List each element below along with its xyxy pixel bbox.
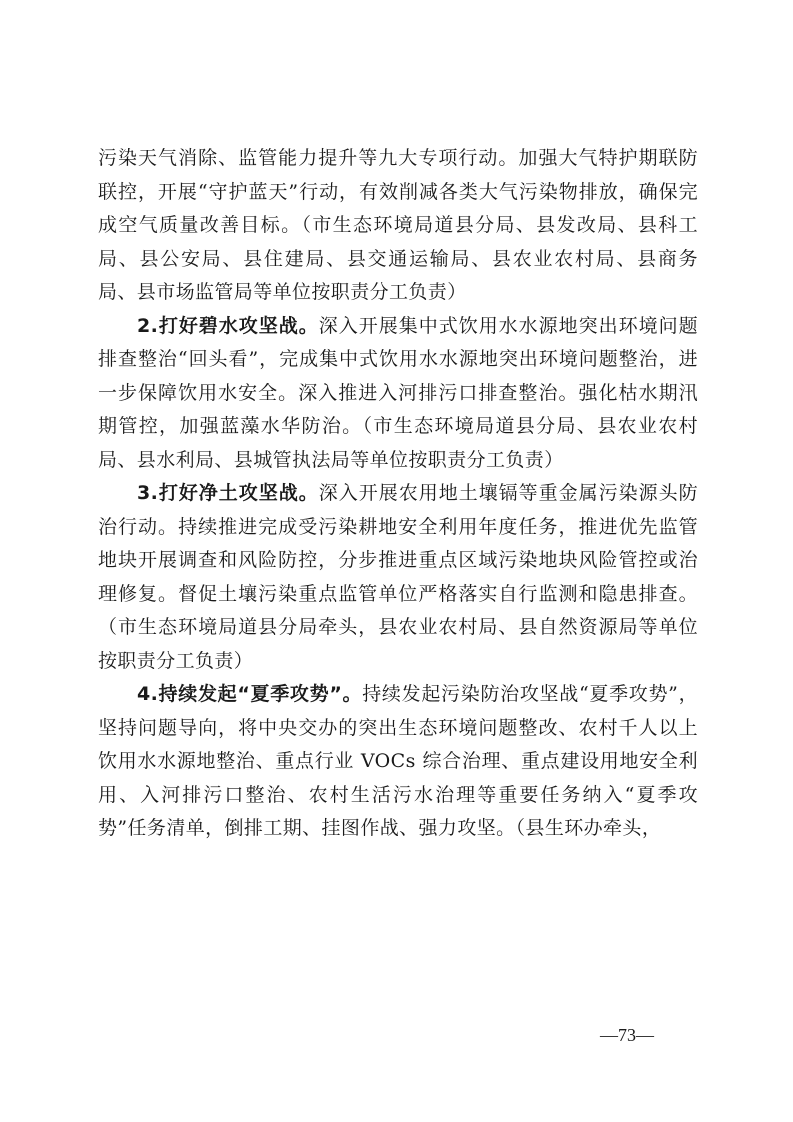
paragraph-1 [98,142,698,310]
paragraph-2 [98,310,698,478]
paragraph-1-text: 污染天气消除、监管能力提升等九大专项行动。加强大气特护期联防联控，开展“守护蓝天”行动，有效削减各类大气污染物排放，确保完成空气质量改善目标。（市生态环境局道县分局、县发改局、县科工局、县公安局、县住建局、县交通运输局、县农业农村局、县商务局、县市场监管局等单位按职责分工负责） [98,147,698,303]
paragraph-4 [98,678,698,846]
page-number: —73— [600,1025,654,1045]
paragraph-3-heading: 3.打好净土攻坚战。 [137,482,319,504]
paragraph-3 [98,477,698,678]
paragraph-4-heading: 4.持续发起“夏季攻势”。 [137,683,363,705]
paragraph-3-text: 深入开展农用地土壤镉等重金属污染源头防治行动。持续推进完成受污染耕地安全利用年度任务，推进优先监管地块开展调查和风险防控，分步推进重点区域污染地块风险管控或治理修复。督促土壤污染重点监管单位严格落实自行监测和隐患排查。（市生态环境局道县分局牵头，县农业农村局、县自然资源局等单位按职责分工负责） [98,482,698,672]
body-text [98,142,698,846]
paragraph-2-text: 深入开展集中式饮用水水源地突出环境问题排查整治“回头看”，完成集中式饮用水水源地突出环境问题整治，进一步保障饮用水安全。深入推进入河排污口排查整治。强化枯水期汛期管控，加强蓝藻水华防治。（市生态环境局道县分局、县农业农村局、县水利局、县城管执法局等单位按职责分工负责） [98,314,698,471]
paragraph-4-text: 持续发起污染防治攻坚战“夏季攻势”，坚持问题导向，将中央交办的突出生态环境问题整改、农村千人以上饮用水水源地整治、重点行业 VOCs 综合治理、重点建设用地安全利用、入河排污口整治、农村生活污水治理等重要任务纳入“夏季攻势”任务清单，倒排工期、挂图作战、强力攻坚。（县生环办牵头， [98,683,698,839]
paragraph-2-heading: 2.打好碧水攻坚战。 [137,314,319,337]
